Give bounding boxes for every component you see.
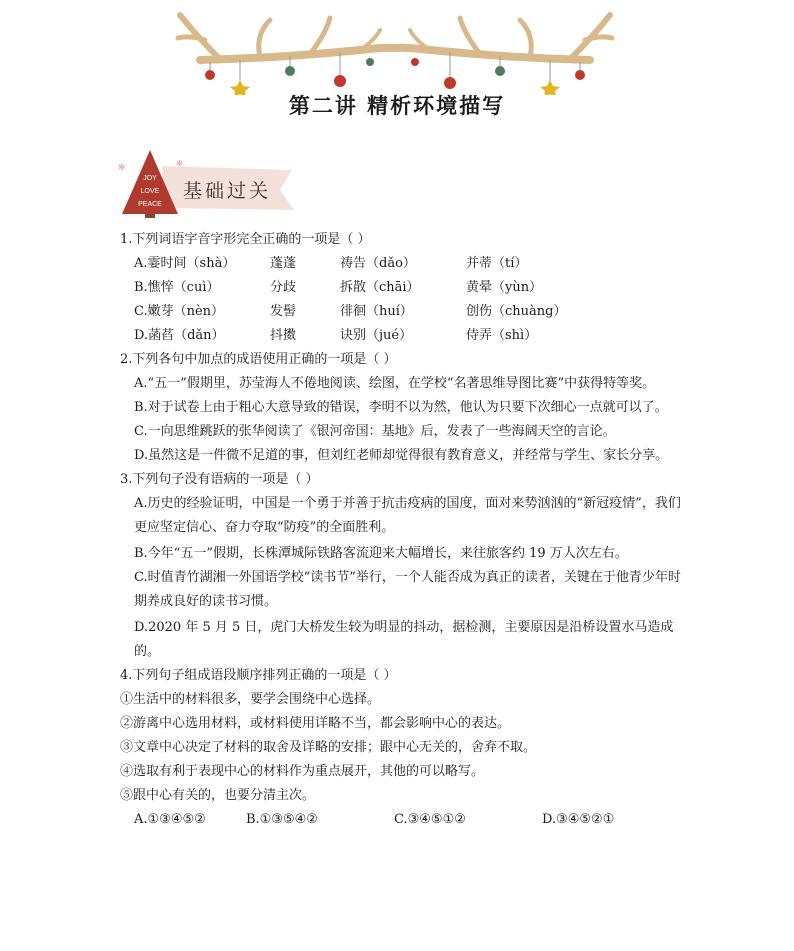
q4-answer-b: B.①③⑤④② <box>246 812 318 827</box>
q3-stem: 3.下列句子没有语病的一项是（ ） <box>120 472 319 487</box>
q2-option-d: D.虽然这是一件微不足道的事，但刘红老师却觉得很有教育意义，并经常与学生、家长分享。 <box>134 448 669 463</box>
q4-item-3: ③文章中心决定了材料的取舍及详略的安排；跟中心无关的，舍弃不取。 <box>120 740 537 755</box>
q1-option-a: A.霎时间（shà） 蓬蓬 祷告（dǎo） 并蒂（tí） <box>134 256 528 271</box>
svg-text:✻: ✻ <box>118 163 126 173</box>
section-label: 基础过关 <box>183 180 272 202</box>
badge-word-peace: PEACE <box>138 201 162 208</box>
q2-stem: 2.下列各句中加点的成语使用正确的一项是（ ） <box>120 352 397 367</box>
badge-word-love: LOVE <box>140 188 160 195</box>
q4-item-2: ②游离中心选用材料，或材料使用详略不当，都会影响中心的表达。 <box>120 716 511 731</box>
svg-text:✻: ✻ <box>176 159 183 168</box>
q4-answer-c: C.③④⑤①② <box>394 812 466 827</box>
page-title: 第二讲 精析环境描写 <box>288 94 506 118</box>
q4-item-5: ⑤跟中心有关的，也要分清主次。 <box>120 788 316 803</box>
q1-option-b: B.憔悴（cuì） 分歧 拆散（chāi） 黄晕（yùn） <box>134 280 543 295</box>
q3-option-b: B.今年“五一”假期，长株潭城际铁路客流迎来大幅增长，来往旅客约 19 万人次左右。 <box>134 546 628 561</box>
q1-option-c: C.嫩芽（nèn） 发髻 徘徊（huí） 创伤（chuàng） <box>134 304 567 319</box>
q3-option-c: C.时值青竹湖湘一外国语学校“读书节”举行，一个人能否成为真正的读者，关键在于他青少年时期养成良好的读书习惯。 <box>134 570 681 609</box>
q4-answer-d: D.③④⑤②① <box>542 812 615 827</box>
q1-option-d: D.菡萏（dǎn） 抖擞 诀别（jué） 侍弄（shì） <box>134 328 538 343</box>
q2-option-a: A.“五一”假期里，苏莹海人不倦地阅读、绘图，在学校“名著思维导图比赛”中获得特等奖。 <box>134 376 656 391</box>
q4-item-1: ①生活中的材料很多，要学会围绕中心选择。 <box>120 692 381 707</box>
q3-option-a: A.历史的经验证明，中国是一个勇于并善于抗击疫病的国度，面对来势汹汹的“新冠疫情”，我们更应坚定信心、奋力夺取“防疫”的全面胜利。 <box>134 496 681 535</box>
badge-word-joy: JOY <box>143 175 157 182</box>
q4-item-4: ④选取有利于表现中心的材料作为重点展开，其他的可以略写。 <box>120 764 485 779</box>
q4-answer-a: A.①③④⑤② <box>134 812 206 827</box>
q3-option-d: D.2020 年 5 月 5 日，虎门大桥发生较为明显的抖动，据检测，主要原因是沿桥设置水马造成的。 <box>134 620 674 659</box>
antler-garland-decoration <box>160 0 630 95</box>
q4-stem: 4.下列句子组成语段顺序排列正确的一项是（ ） <box>120 668 397 683</box>
q2-option-b: B.对于试卷上由于粗心大意导致的错误，李明不以为然，他认为只要下次细心一点就可以了。 <box>134 400 668 415</box>
q1-stem: 1.下列词语字音字形完全正确的一项是（ ） <box>120 232 371 247</box>
q4-answers <box>120 808 685 832</box>
q2-option-c: C.一向思维跳跃的张华阅读了《银河帝国：基地》后，发表了一些海阔天空的言论。 <box>134 424 616 439</box>
question-list <box>120 228 685 832</box>
